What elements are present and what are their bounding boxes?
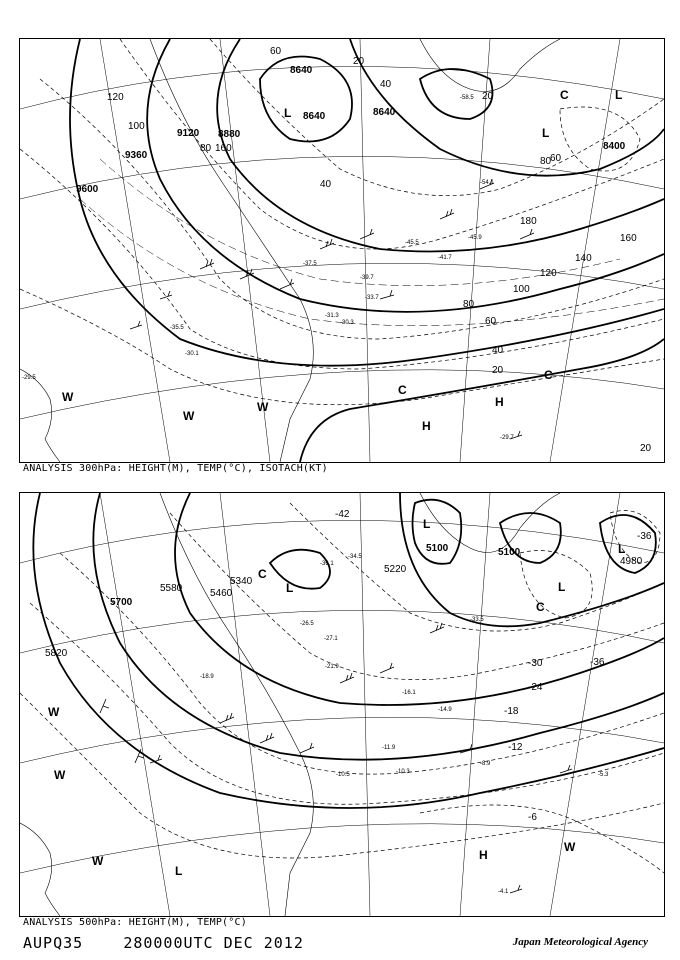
isotach-label: 80 xyxy=(200,143,212,154)
high-center: H xyxy=(479,848,488,862)
isotach-label: 120 xyxy=(107,92,124,103)
isotach-label: 100 xyxy=(513,284,530,295)
isotach-label: 80 xyxy=(540,156,552,167)
temp-label: -37.5 xyxy=(303,261,317,267)
temp-label: -31.3 xyxy=(325,313,339,319)
high-center: H xyxy=(495,395,504,409)
temperature-labels xyxy=(22,95,514,441)
map-panel-500hpa xyxy=(19,492,665,917)
height-label: 8640 xyxy=(373,107,396,118)
cold-center: C xyxy=(258,567,267,581)
height-label: 5580 xyxy=(160,583,183,594)
low-center: L xyxy=(423,517,431,531)
temp-label: -29.5 xyxy=(22,375,36,381)
cold-center: C xyxy=(544,368,553,382)
temp-label: -16.1 xyxy=(402,690,416,696)
height-label: 5100 xyxy=(498,547,521,558)
low-center: L xyxy=(542,126,550,140)
chart-id: AUPQ35 xyxy=(23,934,84,952)
height-label: 5220 xyxy=(384,564,407,575)
low-center: L xyxy=(558,580,566,594)
warm-center: W xyxy=(564,840,576,854)
height-label: 5460 xyxy=(210,588,233,599)
temp-label: -45.5 xyxy=(405,240,419,246)
temp-label: -36.1 xyxy=(320,561,334,567)
temp-contour-label: -30 xyxy=(528,658,543,669)
high-center: H xyxy=(422,419,431,433)
temp-label: -8.9 xyxy=(480,761,491,767)
height-label: 9600 xyxy=(76,184,99,195)
isotach-label: 60 xyxy=(270,46,282,57)
low-center: L xyxy=(615,88,623,102)
temp-label: -11.9 xyxy=(382,745,396,751)
temp-label: -54.1 xyxy=(480,180,494,186)
temp-label: -39.7 xyxy=(360,275,374,281)
chart-footer xyxy=(23,934,304,952)
temp-label: -35.5 xyxy=(170,325,184,331)
height-labels xyxy=(45,543,643,659)
isotach-label: 120 xyxy=(540,268,557,279)
temp-contour-label: -12 xyxy=(508,742,523,753)
height-label: 5340 xyxy=(230,576,253,587)
temp-label: -5.3 xyxy=(598,772,609,778)
temp-label: -30.1 xyxy=(185,351,199,357)
map-300hpa xyxy=(20,39,664,462)
isotach-label: 160 xyxy=(620,233,637,244)
isotach-label: 60 xyxy=(550,153,562,164)
temp-contour-label: -18 xyxy=(504,706,519,717)
map-panel-300hpa xyxy=(19,38,665,463)
temp-label: -27.1 xyxy=(324,636,338,642)
isotach-label: 60 xyxy=(485,316,497,327)
height-label: 9120 xyxy=(177,128,200,139)
height-contours xyxy=(70,39,664,462)
temp-label: -58.5 xyxy=(460,95,474,101)
panel-caption-500hpa: ANALYSIS 500hPa: HEIGHT(M), TEMP(°C) xyxy=(23,917,247,928)
height-label: 5700 xyxy=(110,597,133,608)
temp-label: -14.9 xyxy=(438,707,452,713)
height-label: 5820 xyxy=(45,648,68,659)
warm-center: W xyxy=(54,768,66,782)
height-contours xyxy=(33,493,664,808)
temp-contour-label: -24 xyxy=(528,682,543,693)
agency-name: Japan Meteorological Agency xyxy=(512,936,648,948)
temp-contour-label: -36 xyxy=(590,657,605,668)
temp-label: -34.5 xyxy=(348,554,362,560)
isotach-label: 20 xyxy=(482,91,494,102)
cold-center: C xyxy=(560,88,569,102)
temp-label: -4.1 xyxy=(498,889,509,895)
temp-label: -30.3 xyxy=(340,320,354,326)
temp-label: -26.5 xyxy=(300,621,314,627)
temp-label: -10.5 xyxy=(336,772,350,778)
isotach-label: 20 xyxy=(353,56,365,67)
temp-label: -33.5 xyxy=(470,617,484,623)
low-center: L xyxy=(175,864,183,878)
temperature-contours xyxy=(20,503,664,873)
pressure-centers xyxy=(62,88,622,433)
warm-center: W xyxy=(257,400,269,414)
isotach-label: 20 xyxy=(640,443,652,454)
height-label: 5100 xyxy=(426,543,449,554)
cold-center: C xyxy=(536,600,545,614)
isotach-label: 40 xyxy=(320,179,332,190)
temp-label: -41.7 xyxy=(438,255,452,261)
height-label: 8880 xyxy=(218,129,241,140)
isotach-label: 80 xyxy=(463,299,475,310)
isotach-label: 140 xyxy=(575,253,592,264)
height-label: 4980 xyxy=(620,556,643,567)
isotach-label: 40 xyxy=(492,345,504,356)
isotach-label: 180 xyxy=(520,216,537,227)
temp-label: -29.7 xyxy=(500,435,514,441)
isotach-label: 20 xyxy=(492,365,504,376)
temp-label: -18.9 xyxy=(200,674,214,680)
low-center: L xyxy=(286,581,294,595)
warm-center: W xyxy=(62,390,74,404)
pressure-centers xyxy=(48,517,625,878)
height-label: 8640 xyxy=(303,111,326,122)
warm-center: W xyxy=(183,409,195,423)
temp-label: -10.3 xyxy=(396,769,410,775)
temp-label: -33.7 xyxy=(365,295,379,301)
temp-label: -21.9 xyxy=(325,664,339,670)
isotach-label: 160 xyxy=(215,143,232,154)
warm-center: W xyxy=(48,705,60,719)
panel-caption-300hpa: ANALYSIS 300hPa: HEIGHT(M), TEMP(°C), ISOTACH(KT) xyxy=(23,463,328,474)
height-label: 8640 xyxy=(290,65,313,76)
map-500hpa xyxy=(20,493,664,916)
temp-contour-label: -42 xyxy=(335,509,350,520)
low-center: L xyxy=(618,542,626,556)
height-label: 9360 xyxy=(125,150,148,161)
temp-contour-label: -36 xyxy=(637,531,652,542)
isotach-label: 100 xyxy=(128,121,145,132)
temp-contour-label: -6 xyxy=(528,812,537,823)
isotach-label: 40 xyxy=(380,79,392,90)
cold-center: C xyxy=(398,383,407,397)
height-label: 8400 xyxy=(603,141,626,152)
low-center: L xyxy=(284,106,292,120)
valid-time: 280000UTC DEC 2012 xyxy=(123,934,304,952)
temp-label: -45.9 xyxy=(468,235,482,241)
warm-center: W xyxy=(92,854,104,868)
